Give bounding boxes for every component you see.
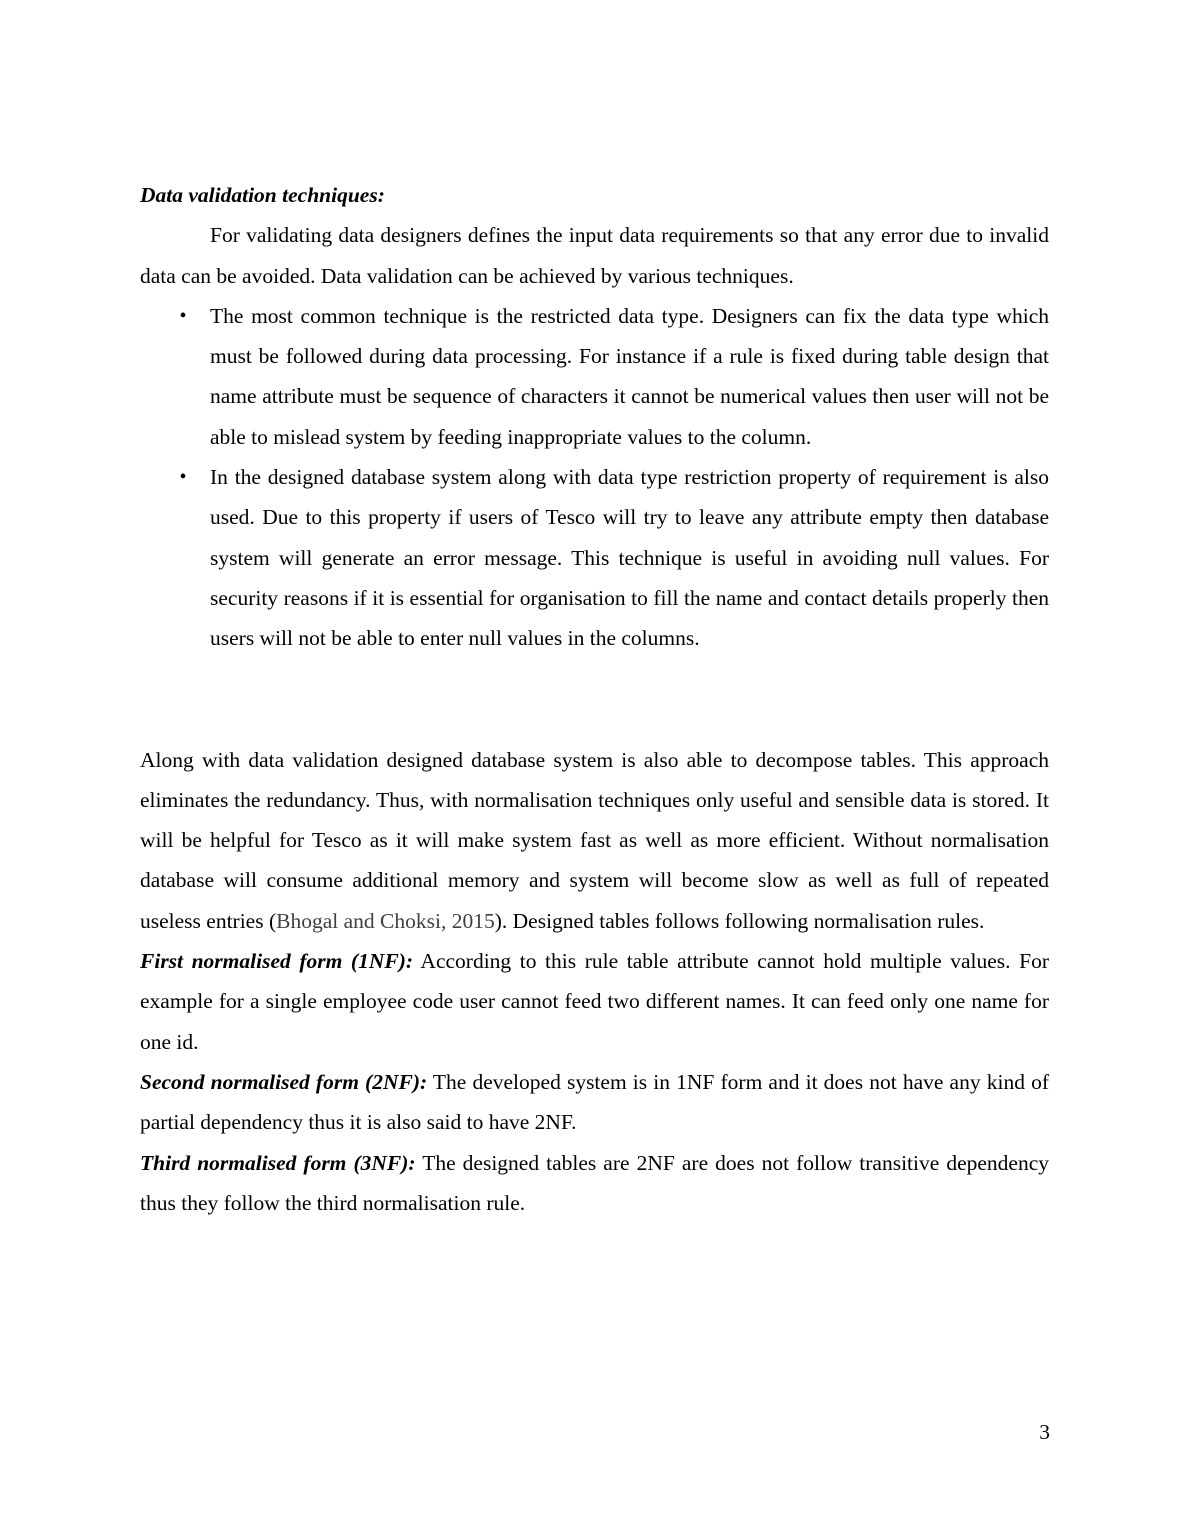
list-item-text: In the designed database system along with data type restriction property of requirement is also used. Due to this property if users of Tesco will try to leave any attribute empty then database system will generate an error message. This technique is useful in avoiding null values. For security reasons if it is essential for organisation to fill the name and contact details properly then users will not be able to enter null values in the columns. [210, 465, 1049, 651]
second-normal-form-text: The developed system is in 1NF form and it does not have any kind of partial dependency thus it is also said to have 2NF. [140, 1069, 1049, 1135]
bullet-icon: • [179, 304, 187, 327]
second-normal-form-paragraph [140, 1062, 1049, 1143]
validation-technique-list [140, 296, 1049, 659]
third-normal-form-text: The designed tables are 2NF are does not follow transitive dependency thus they follow the third normalisation rule. [140, 1150, 1049, 1215]
list-item [140, 457, 1049, 658]
third-normal-form-paragraph [140, 1143, 1049, 1224]
list-item-text: The most common technique is the restricted data type. Designers can fix the data type which must be followed during data processing. For instance if a rule is fixed during table design that name attribute must be sequence of characters it cannot be numerical values then user will not be able to mislead system by feeding inappropriate values to the column. [210, 303, 1049, 449]
first-normal-form-term: First normalised form (1NF): [140, 949, 414, 974]
page-content [140, 175, 1049, 1223]
intro-paragraph: For validating data designers defines the input data requirements so that any error due to invalid data can be avoided. Data validation can be achieved by various techniques. [140, 223, 1049, 288]
second-normal-form-term: Second normalised form (2NF): [140, 1069, 428, 1094]
bullet-icon: • [179, 466, 187, 489]
section-heading: Data validation techniques: [140, 183, 385, 207]
normalisation-text-end: ). Designed tables follows following normalisation rules. [494, 908, 985, 933]
first-normal-form-text: According to this rule table attribute cannot hold multiple values. For example for a single employee code user cannot feed two different names. It can feed only one name for one id. [140, 949, 1049, 1054]
list-item [140, 296, 1049, 457]
page-number: 3 [1039, 1420, 1050, 1444]
citation: Bhogal and Choksi, 2015 [276, 908, 495, 933]
third-normal-form-term: Third normalised form (3NF): [140, 1150, 416, 1175]
normalisation-text: Along with data validation designed database system is also able to decompose tables. This approach eliminates the redundancy. Thus, with normalisation techniques only useful and sensible data is stored. It will be helpful for Tesco as it will make system fast as well as more efficient. Without normalisation database will consume additional memory and system will become slow as well as full of repeated useless entries ( [140, 747, 1049, 933]
first-normal-form-paragraph [140, 941, 1049, 1062]
paragraph-spacer [140, 659, 1049, 740]
normalisation-paragraph [140, 740, 1049, 941]
